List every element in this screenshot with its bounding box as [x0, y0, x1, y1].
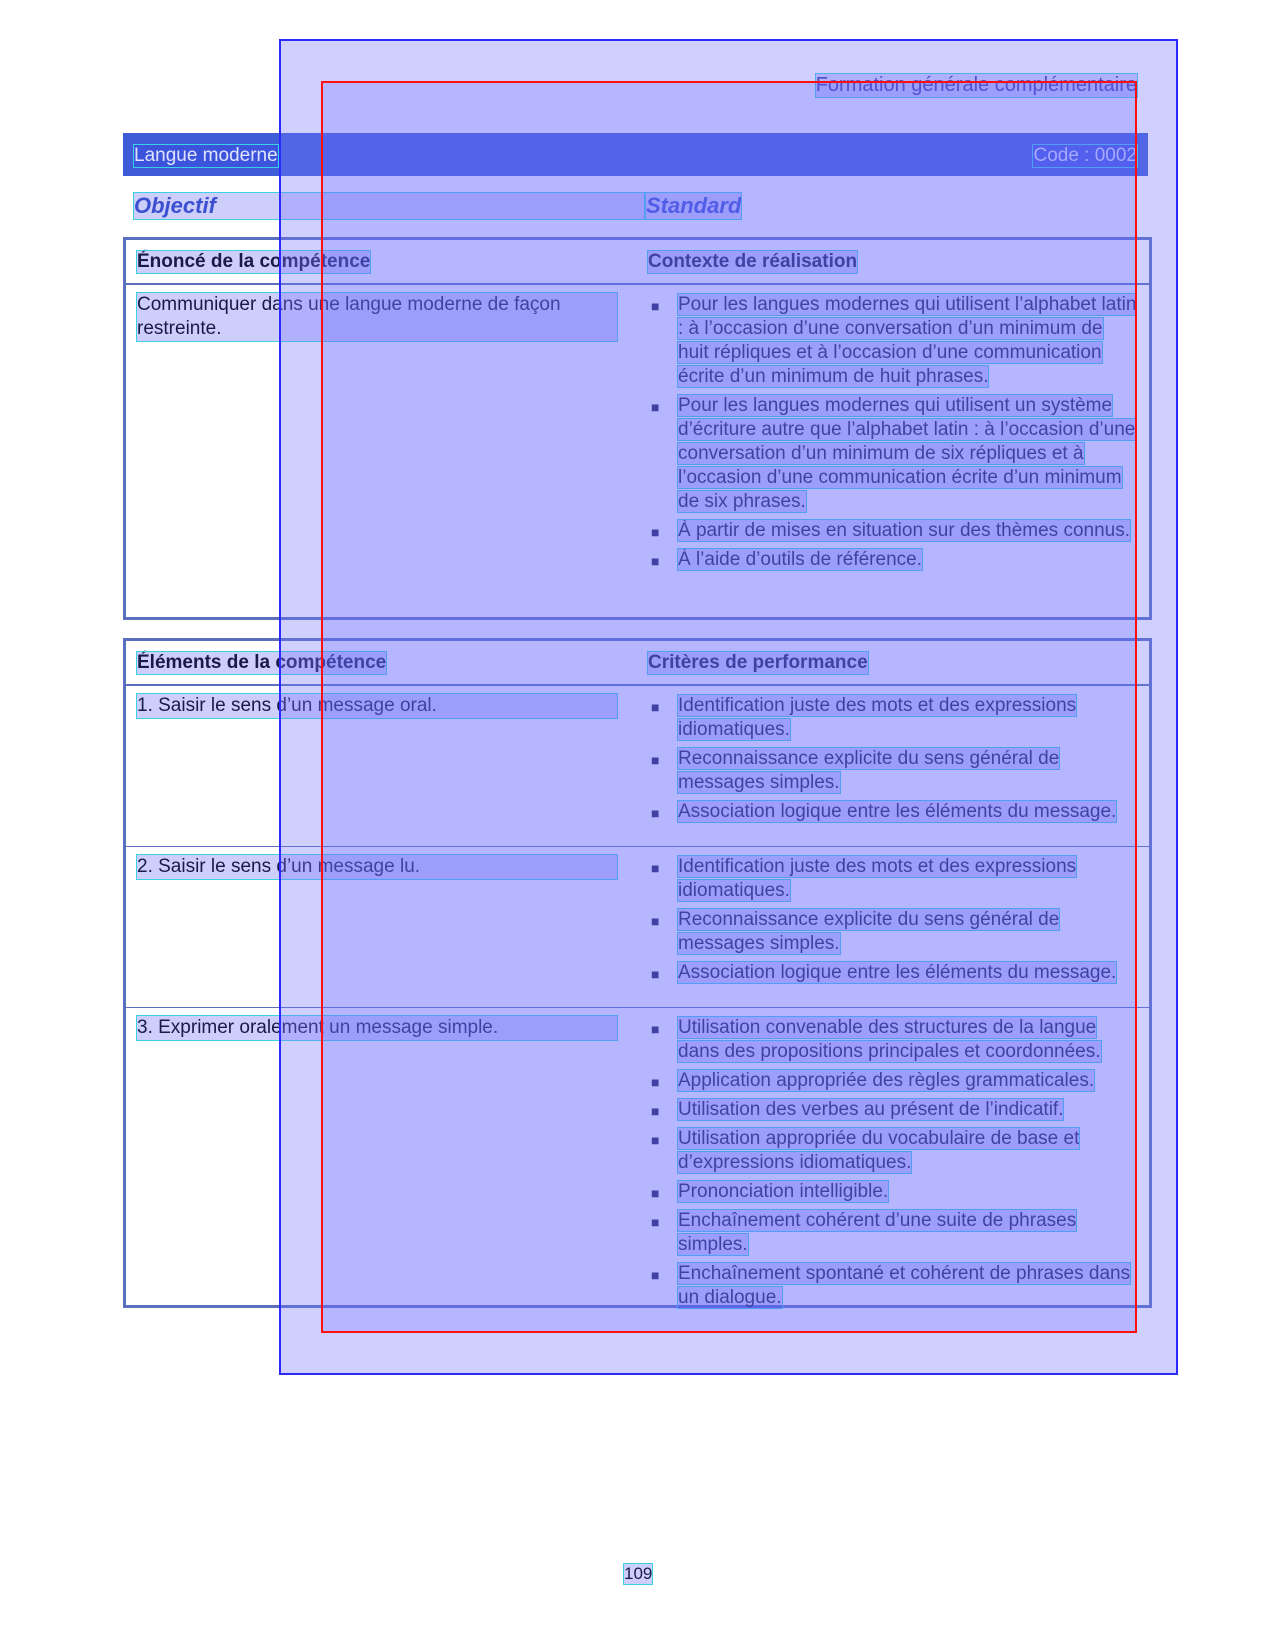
bullet-icon: ■	[651, 805, 660, 821]
page-number: 109	[624, 1564, 653, 1583]
bullet-icon: ■	[651, 524, 660, 540]
table-row	[126, 847, 1149, 1008]
list-item-text: Association logique entre les éléments du message.	[678, 962, 1117, 983]
list-item-text: Identification juste des mots et des expressions idiomatiques.	[678, 695, 1077, 740]
list-item-text: Reconnaissance explicite du sens général de messages simples.	[678, 909, 1060, 954]
list-item	[648, 800, 1138, 824]
list-item	[648, 1098, 1138, 1122]
bullet-icon: ■	[651, 860, 660, 876]
list-item-text: Pour les langues modernes qui utilisent l’alphabet latin : à l’occasion d’une conversation d’un minimum de huit répliques et à l’occasion d’une communication écrite d’un minimum de huit phrases.	[678, 294, 1137, 387]
list-item	[648, 747, 1138, 795]
list-item-text: Association logique entre les éléments du message.	[678, 801, 1117, 822]
competency-element: 1. Saisir le sens d’un message oral.	[137, 694, 617, 718]
list-item	[648, 694, 1138, 742]
bullet-icon: ■	[651, 1021, 660, 1037]
bullet-icon: ■	[651, 966, 660, 982]
bullet-icon: ■	[651, 752, 660, 768]
bullet-icon: ■	[651, 553, 660, 569]
list-item	[648, 394, 1138, 514]
list-item	[648, 908, 1138, 956]
list-item-text: Identification juste des mots et des expressions idiomatiques.	[678, 856, 1077, 901]
performance-criteria-table	[123, 638, 1152, 1308]
criteria-list	[648, 855, 1138, 985]
bullet-icon: ■	[651, 1185, 660, 1201]
list-item	[648, 855, 1138, 903]
objective-label: Objectif	[134, 193, 644, 219]
list-item	[648, 1069, 1138, 1093]
list-item-text: Pour les langues modernes qui utilisent un système d’écriture autre que l’alphabet latin : à l’occasion d’une conversation d’un minimum de six répliques et à l’occasion d’une communication écrite d’un minimum de six phrases.	[678, 395, 1136, 512]
list-item-text: Utilisation appropriée du vocabulaire de base et d’expressions idiomatiques.	[678, 1128, 1080, 1173]
list-item-text: Application appropriée des règles grammaticales.	[678, 1070, 1095, 1091]
column-header-context: Contexte de réalisation	[648, 251, 858, 272]
list-item-text: Utilisation convenable des structures de la langue dans des propositions principales et coordonnées.	[678, 1017, 1101, 1062]
competency-element: 2. Saisir le sens d’un message lu.	[137, 855, 617, 879]
bullet-icon: ■	[651, 1132, 660, 1148]
table-header	[126, 240, 1149, 285]
list-item-text: Utilisation des verbes au présent de l’indicatif.	[678, 1099, 1064, 1120]
standard-label: Standard	[646, 193, 742, 218]
bullet-icon: ■	[651, 1214, 660, 1230]
list-item-text: Enchaînement spontané et cohérent de phrases dans un dialogue.	[678, 1263, 1131, 1308]
competency-element: 3. Exprimer oralement un message simple.	[137, 1016, 617, 1040]
criteria-list	[648, 694, 1138, 824]
table-body	[126, 686, 1149, 1308]
list-item	[648, 961, 1138, 985]
list-item-text: Enchaînement cohérent d’une suite de phrases simples.	[678, 1210, 1077, 1255]
bullet-icon: ■	[651, 298, 660, 314]
criteria-list-container	[648, 847, 1138, 985]
bullet-icon: ■	[651, 1267, 660, 1283]
criteria-list	[648, 1016, 1138, 1310]
competency-statement-table	[123, 237, 1152, 620]
list-item	[648, 1180, 1138, 1204]
bullet-icon: ■	[651, 399, 660, 415]
list-item	[648, 548, 1138, 572]
bullet-icon: ■	[651, 913, 660, 929]
bullet-icon: ■	[651, 1103, 660, 1119]
list-item	[648, 1209, 1138, 1257]
list-item-text: À partir de mises en situation sur des thèmes connus.	[678, 520, 1131, 541]
column-header-elements: Éléments de la compétence	[137, 652, 387, 673]
bullet-icon: ■	[651, 699, 660, 715]
bullet-icon: ■	[651, 1074, 660, 1090]
list-item-text: Reconnaissance explicite du sens général de messages simples.	[678, 748, 1060, 793]
subject-code: Code : 0002	[1033, 145, 1137, 166]
list-item	[648, 1262, 1138, 1310]
context-list	[648, 293, 1138, 572]
context-list-container	[648, 285, 1138, 572]
list-item	[648, 1016, 1138, 1064]
criteria-list-container	[648, 686, 1138, 824]
list-item	[648, 293, 1138, 389]
list-item	[648, 519, 1138, 543]
column-header-criteria: Critères de performance	[648, 652, 868, 673]
column-header-statement: Énoncé de la compétence	[137, 251, 371, 272]
table-row	[126, 1008, 1149, 1308]
table-row	[126, 686, 1149, 847]
document-header-title: Formation générale complémentaire	[815, 74, 1137, 96]
subject-banner	[123, 133, 1148, 176]
list-item	[648, 1127, 1138, 1175]
list-item-text: Prononciation intelligible.	[678, 1181, 889, 1202]
subject-name: Langue moderne	[134, 145, 278, 166]
list-item-text: À l’aide d’outils de référence.	[678, 549, 922, 570]
competency-statement: Communiquer dans une langue moderne de façon restreinte.	[137, 293, 617, 341]
criteria-list-container	[648, 1008, 1138, 1310]
table-row	[126, 285, 1149, 617]
table-header	[126, 641, 1149, 686]
